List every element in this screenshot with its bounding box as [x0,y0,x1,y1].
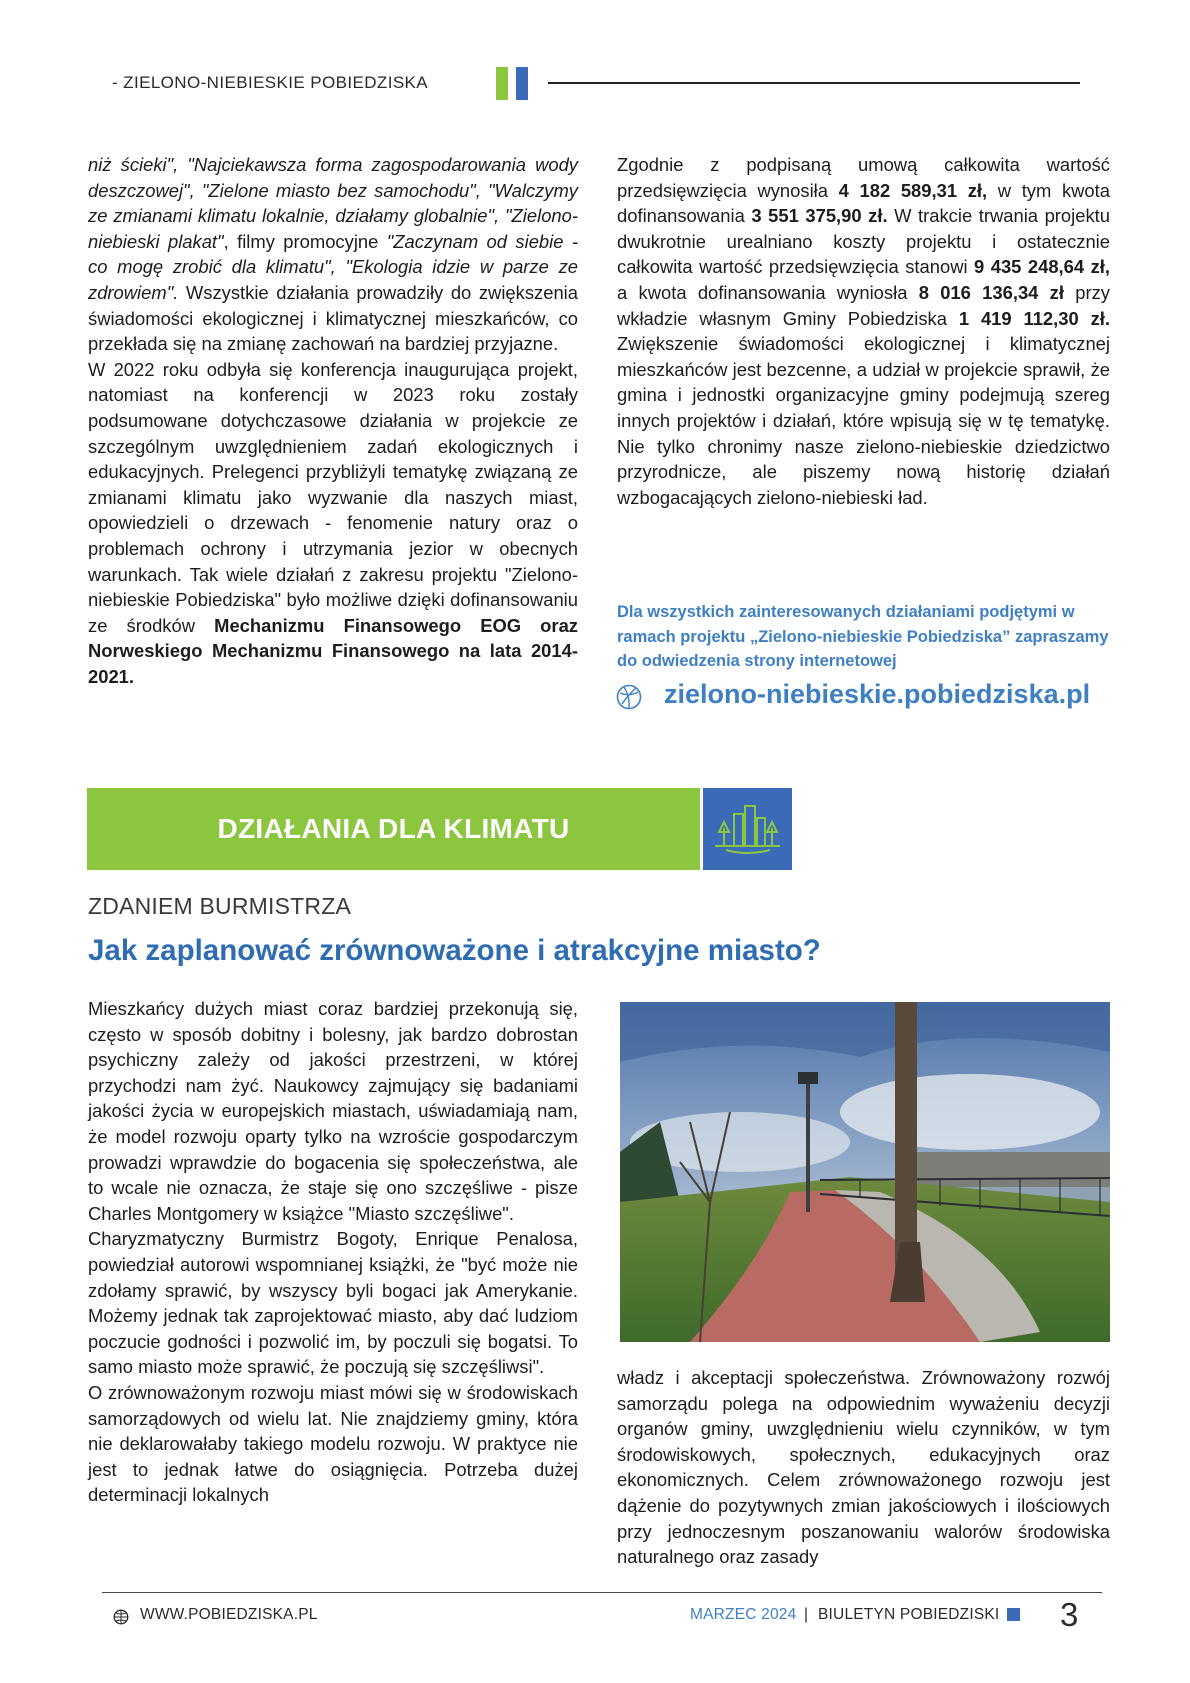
article-column-left [88,996,578,1508]
article-headline: Jak zaplanować zrównoważone i atrakcyjne miasto? [88,934,821,967]
page-number: 3 [1060,1596,1079,1633]
lakeside-path-photo [620,1002,1110,1342]
paragraph: Mieszkańcy dużych miast coraz bardziej przekonują się, często w sposób dobitny i bolesny, jak bardzo dobrostan psychiczny zależy od jakości przestrzeni, w której przychodzi nam żyć. Naukowcy zajmujący się badaniami jakości życia w europejskich miastach, uświadamiają nam, że model rozwoju oparty tylko na wzroście gospodarczym prowadzi wprawdzie do bogacenia się społeczeństwa, ale to wcale nie oznacza, że staje się ono szczęśliwe - pisze Charles Montgomery w książce "Miasto szczęśliwe". [88,998,578,1224]
paragraph: Charyzmatyczny Burmistrz Bogoty, Enrique Penalosa, powiedział autorowi wspomnianej książki, że "być może nie zdołamy sprawić, by wszyscy byli bogaci jak Amerykanie. Możemy jednak tak zaprojektować miasto, aby dać ludziom poczucie godności i pozwolić im, by poczuli się bogatsi. To samo miasto może sprawić, że poczują się szczęśliwsi". [88,1228,578,1378]
footer-rule [102,1592,1102,1593]
footer-publication: BIULETYN POBIEDZISKI [818,1606,1000,1623]
running-header: - ZIELONO-NIEBIESKIE POBIEDZISKA [112,73,429,92]
section-banner-title: DZIAŁANIA DLA KLIMATU [217,813,570,844]
footer-blue-square [1007,1608,1020,1621]
project-website-link[interactable]: zielono-niebieskie.pobiedziska.pl [664,679,1091,709]
website-invitation: Dla wszystkich zainteresowanych działaniami podjętymi w ramach projektu „Zielono-niebieskie Pobiedziska” zapraszamy do odwiedzenia strony internetowej [617,603,1109,670]
globe-icon [113,1609,129,1625]
paragraph: Zgodnie z podpisaną umową całkowita wartość przedsięwzięcia wynosiła 4 182 589,31 zł, w tym kwota dofinansowania 3 551 375,90 zł. W trakcie trwania projektu dwukrotnie urealniano koszty projektu i ostatecznie całkowita wartość przedsięwzięcia stanowi 9 435 248,64 zł, a kwota dofinansowania wyniosła 8 016 136,34 zł przy wkładzie własnym Gminy Pobiedziska 1 419 112,30 zł. Zwiększenie świadomości ekologicznej i klimatycznej mieszkańców jest bezcenne, a udział w projekcie sprawił, że gmina i jednostki organizacyjne gminy podejmują szereg innych projektów i działań, które wpisują się w tę tematykę. Nie tylko chronimy nasze zielono-niebieskie dziedzictwo przyrodnicze, ale piszemy nową historię działań wzbogacających zielono-niebieski ład. [617,154,1111,508]
footer-issue-date: MARZEC 2024 [690,1606,797,1623]
paragraph: W 2022 roku odbyła się konferencja inaugurująca projekt, natomiast na konferencji w 2023 roku zostały podsumowane dotychczasowe działania w projekcie ze szczególnym uwzględnieniem zadań ekologicznych i edukacyjnych. Prelegenci przybliżyli tematykę związaną ze zmianami klimatu jako wyzwanie dla naszych miast, opowiedzieli o drzewach - fenomenie natury oraz o problemach ochrony i utrzymania jezior w obecnych warunkach. Tak wiele działań z zakresu projektu "Zielono-niebieskie Pobiedziska" było możliwe dzięki dofinansowaniu ze środków Mechanizmu Finansowego EOG oraz Norweskiego Mechanizmu Finansowego na lata 2014-2021. [88,358,578,687]
footer-separator: | [804,1606,809,1623]
header-green-bar [496,67,508,100]
footer-website[interactable]: WWW.POBIEDZISKA.PL [140,1606,318,1623]
green-city-icon [712,800,783,858]
section-kicker: ZDANIEM BURMISTRZA [88,893,351,919]
paragraph: niż ścieki", "Najciekawsza forma zagospodarowania wody deszczowej", "Zielone miasto bez samochodu", "Walczymy ze zmianami klimatu lokalnie, działamy globalnie", "Zielono-niebieski plakat", filmy promocyjne "Zaczynam od siebie - co mogę zrobić dla klimatu", "Ekologia idzie w parze ze zdrowiem". Wszystkie działania prowadziły do zwiększenia świadomości ekologicznej i klimatycznej mieszkańców, co przekłada się na zmianę zachowań na bardziej przyjazne. [88,154,578,355]
article-column-right [617,1365,1110,1570]
header-blue-bar [516,67,528,100]
paragraph: O zrównoważonym rozwoju miast mówi się w środowiskach samorządowych od wielu lat. Nie znajdziemy gminy, która nie deklarowałaby takiego modelu rozwoju. W praktyce nie jest to jednak łatwe do osiągnięcia. Potrzeba dużej determinacji lokalnych [88,1381,578,1506]
text-column-top-left [88,152,578,689]
globe-icon [616,684,642,710]
text-column-top-right [617,152,1110,510]
header-rule [548,82,1080,84]
paragraph: władz i akceptacji społeczeństwa. Zrównoważony rozwój samorządu polega na odpowiednim wyważeniu decyzji organów gminy, uwzględnieniu wielu czynników, w tym środowiskowych, społecznych, edukacyjnych oraz ekonomicznych. Celem zrównoważonego rozwoju jest dążenie do pozytywnych zmian jakościowych i ilościowych przy jednoczesnym poszanowaniu walorów środowiska naturalnego oraz zasady [617,1367,1110,1568]
